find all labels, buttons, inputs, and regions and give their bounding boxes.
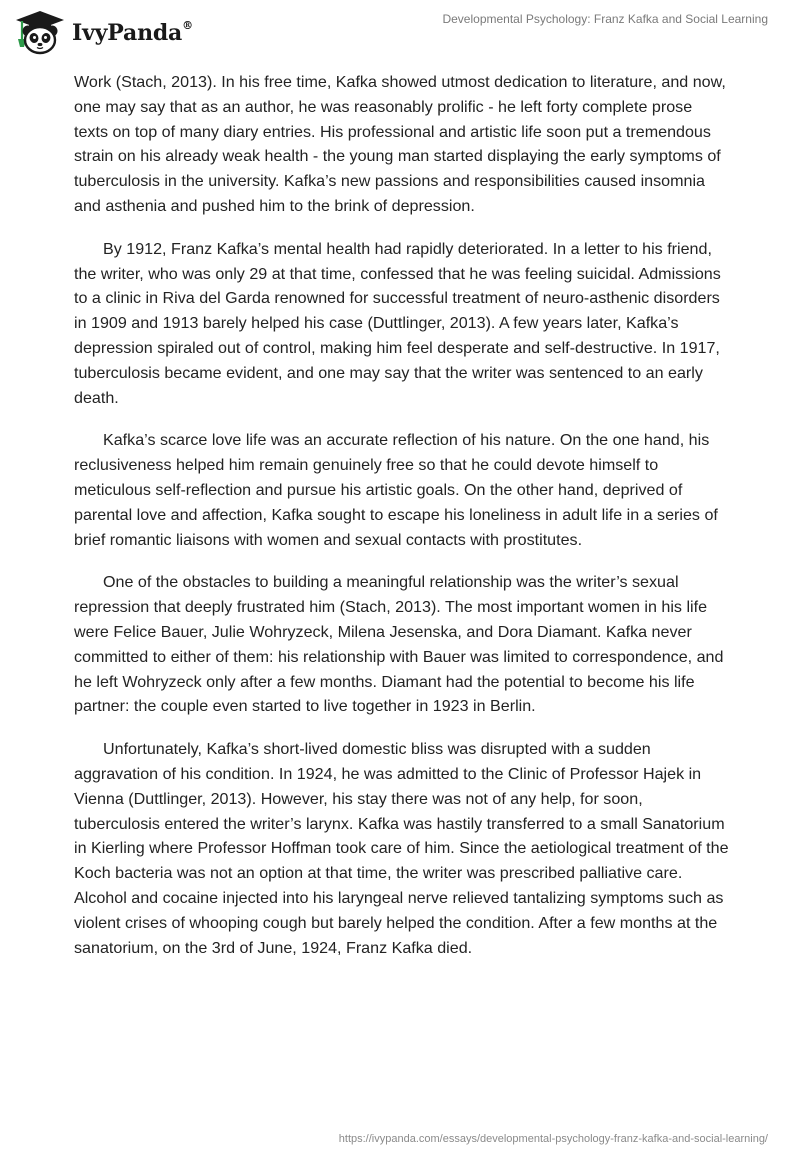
paragraph-1: Work (Stach, 2013). In his free time, Kafka showed utmost dedication to literature, and now, one may say that as an author, he was reasonably prolific - he left forty complete prose texts on top of many diary entries. His professional and artistic life soon put a tremendous strain on his already weak health - the young man started displaying the early symptoms of tuberculosis in the university. Kafka’s new passions and responsibilities caused insomnia and asthenia and pushed him to the brink of depression. xyxy=(74,73,726,215)
ivypanda-logo[interactable] xyxy=(14,9,193,55)
paragraph-2: By 1912, Franz Kafka’s mental health had rapidly deteriorated. In a letter to his friend, the writer, who was only 29 at that time, confessed that he was feeling suicidal. Admissions to a clinic in Riva del Garda renowned for successful treatment of neuro-asthenic disorders in 1909 and 1913 barely helped his case (Duttlinger, 2013). A few years later, Kafka’s depression spiraled out of control, making him feel desperate and self-destructive. In 1917, tuberculosis became evident, and one may say that the writer was sentenced to an early death. xyxy=(74,239,721,407)
paragraph-3: Kafka’s scarce love life was an accurate reflection of his nature. On the one hand, his reclusiveness helped him remain genuinely free so that he could devote himself to meticulous self-reflection and pursue his artistic goals. On the other hand, deprived of parental love and affection, Kafka sought to escape his loneliness in adult life in a series of brief romantic liaisons with women and sexual contacts with prostitutes. xyxy=(74,431,718,549)
paragraph-5: Unfortunately, Kafka’s short-lived domestic bliss was disrupted with a sudden aggravation of his condition. In 1924, he was admitted to the Clinic of Professor Hajek in Vienna (Duttlinger, 2013). However, his stay there was not of any help, for soon, tuberculosis entered the writer’s larynx. Kafka was hastily transferred to a small Sanatorium in Kierling where Professor Hoffman took care of him. Since the aetiological treatment of the Koch bacteria was not an option at that time, the writer was prescribed palliative care. Alcohol and cocaine injected into his laryngeal nerve relieved tantalizing symptoms such as violent crises of whooping cough but barely helped the condition. After a few months at the sanatorium, on the 3rd of June, 1924, Franz Kafka died. xyxy=(74,740,729,957)
source-url[interactable]: https://ivypanda.com/essays/developmental-psychology-franz-kafka-and-social-learning/ xyxy=(338,1133,768,1145)
panda-graduate-icon xyxy=(14,9,66,55)
paragraph-4: One of the obstacles to building a meaningful relationship was the writer’s sexual repression that deeply frustrated him (Stach, 2013). The most important women in his life were Felice Bauer, Julie Wohryzeck, Milena Jesenska, and Dora Diamant. Kafka never committed to either of them: his relationship with Bauer was limited to correspondence, and he left Wohryzeck only after a few months. Diamant had the potential to become his life partner: the couple even started to live together in 1923 in Berlin. xyxy=(74,573,724,716)
registered-mark: ® xyxy=(182,18,193,32)
document-title: Developmental Psychology: Franz Kafka and Social Learning xyxy=(442,12,768,26)
essay-body xyxy=(74,70,730,978)
brand-name xyxy=(72,20,193,46)
brand-text: IvyPanda xyxy=(72,20,183,46)
page-header xyxy=(0,0,800,60)
